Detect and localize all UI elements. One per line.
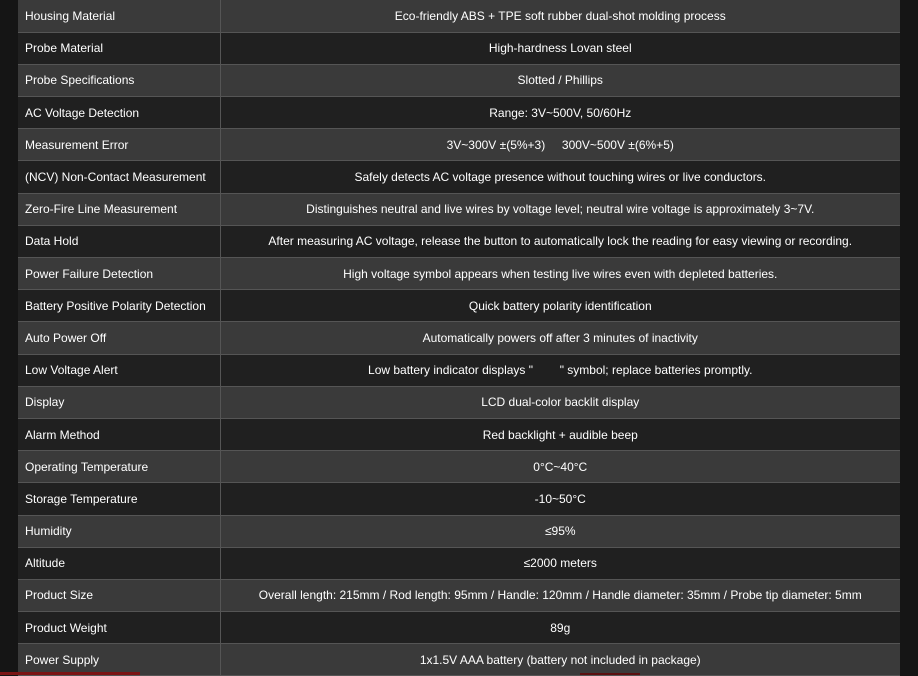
spec-label: Probe Specifications — [18, 64, 220, 96]
spec-label: Low Voltage Alert — [18, 354, 220, 386]
spec-value: Low battery indicator displays " " symbol; replace batteries promptly. — [220, 354, 900, 386]
spec-value: 0°C~40°C — [220, 451, 900, 483]
spec-label: Battery Positive Polarity Detection — [18, 290, 220, 322]
spec-value: High voltage symbol appears when testing live wires even with depleted batteries. — [220, 258, 900, 290]
spec-label: Operating Temperature — [18, 451, 220, 483]
spec-row-storage-temperature — [18, 483, 900, 515]
spec-value: 3V~300V ±(5%+3) 300V~500V ±(6%+5) — [220, 129, 900, 161]
spec-row-alarm-method — [18, 418, 900, 450]
spec-value: Quick battery polarity identification — [220, 290, 900, 322]
spec-value: LCD dual-color backlit display — [220, 386, 900, 418]
spec-value: ≤2000 meters — [220, 547, 900, 579]
spec-row-humidity — [18, 515, 900, 547]
spec-row-auto-power-off — [18, 322, 900, 354]
spec-value: Automatically powers off after 3 minutes of inactivity — [220, 322, 900, 354]
spec-label: Housing Material — [18, 0, 220, 32]
spec-label: Power Supply — [18, 644, 220, 676]
spec-value: Range: 3V~500V, 50/60Hz — [220, 97, 900, 129]
spec-value: 89g — [220, 612, 900, 644]
spec-value: -10~50°C — [220, 483, 900, 515]
spec-label: AC Voltage Detection — [18, 97, 220, 129]
spec-label: Data Hold — [18, 225, 220, 257]
spec-value: After measuring AC voltage, release the button to automatically lock the reading for easy viewing or recording. — [220, 225, 900, 257]
spec-value: Slotted / Phillips — [220, 64, 900, 96]
spec-row-data-hold — [18, 225, 900, 257]
spec-row-battery-polarity — [18, 290, 900, 322]
spec-label: Product Size — [18, 579, 220, 611]
spec-row-product-size — [18, 579, 900, 611]
spec-label: Altitude — [18, 547, 220, 579]
spec-row-ac-voltage-detection — [18, 97, 900, 129]
spec-label: Auto Power Off — [18, 322, 220, 354]
spec-label: Power Failure Detection — [18, 258, 220, 290]
spec-value: Safely detects AC voltage presence without touching wires or live conductors. — [220, 161, 900, 193]
spec-value: ≤95% — [220, 515, 900, 547]
spec-label: Zero-Fire Line Measurement — [18, 193, 220, 225]
spec-label: Alarm Method — [18, 418, 220, 450]
spec-value: Overall length: 215mm / Rod length: 95mm / Handle: 120mm / Handle diameter: 35mm / Probe tip diameter: 5mm — [220, 579, 900, 611]
spec-label: Probe Material — [18, 32, 220, 64]
spec-row-housing-material — [18, 0, 900, 32]
spec-label: Measurement Error — [18, 129, 220, 161]
spec-value: High-hardness Lovan steel — [220, 32, 900, 64]
spec-label: Storage Temperature — [18, 483, 220, 515]
spec-row-measurement-error — [18, 129, 900, 161]
spec-row-probe-material — [18, 32, 900, 64]
spec-row-operating-temperature — [18, 451, 900, 483]
specifications-table-body — [18, 0, 900, 676]
spec-row-power-supply — [18, 644, 900, 676]
spec-row-altitude — [18, 547, 900, 579]
spec-value: Distinguishes neutral and live wires by voltage level; neutral wire voltage is approximately 3~7V. — [220, 193, 900, 225]
spec-label: Humidity — [18, 515, 220, 547]
specifications-table — [18, 0, 900, 676]
spec-row-ncv-measurement — [18, 161, 900, 193]
spec-row-display — [18, 386, 900, 418]
spec-row-zero-fire-line — [18, 193, 900, 225]
spec-value: Eco-friendly ABS + TPE soft rubber dual-shot molding process — [220, 0, 900, 32]
spec-row-product-weight — [18, 612, 900, 644]
spec-row-low-voltage-alert — [18, 354, 900, 386]
spec-value: Red backlight + audible beep — [220, 418, 900, 450]
spec-row-power-failure-detection — [18, 258, 900, 290]
spec-label: (NCV) Non-Contact Measurement — [18, 161, 220, 193]
spec-label: Display — [18, 386, 220, 418]
spec-row-probe-specifications — [18, 64, 900, 96]
spec-label: Product Weight — [18, 612, 220, 644]
spec-value: 1x1.5V AAA battery (battery not included in package) — [220, 644, 900, 676]
